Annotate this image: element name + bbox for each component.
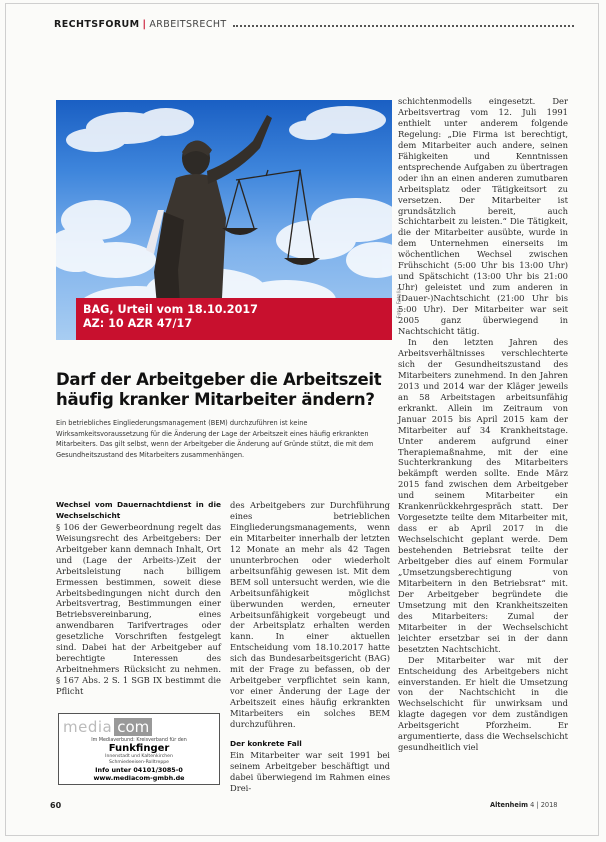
text-column-1 [56, 500, 221, 697]
paragraph: In den letzten Jahren des Arbeitsverhältnisses verschlechterte sich der Gesundheitszustand des Mitarbeiters zunehmend. In den Jahren 2013 und 2014 war der Kläger jeweils an 58 Arbeitstagen arbeitsunfähig erkrankt. Allein im Zeitraum von Januar 2015 bis April 2015 kam der Mitarbeiter auf 34 Krankheitstage. Unter anderem aufgrund einer Therapiemaßnahme, mit der eine Suchterkrankung des Mitarbeiters bekämpft werden sollte. Ende März 2015 fand zwischen dem Arbeitgeber und seinem Mitarbeiter ein Krankenrückkehrgespräch statt. Der Vorgesetzte teilte dem Mitarbeiter mit, dass er ab April 2017 in die Wechselschicht geplant werde. Dem bestehenden Betriebsrat teilte der Arbeitgeber dies auf einem Formular „Umsetzungsberechtigung von Mitarbeitern in den Betriebsrat“ mit. Der Arbeitgeber begründete die Umsetzung mit den Krankheitszeiten des Mitarbeiters: Zumal der Mitarbeiter in der Wechselschicht leichter ersetzbar sei in der dann besetzten Nachtschicht. [398, 336, 568, 654]
ad-product: Funkfinger [108, 743, 170, 754]
header-category: ARBEITSRECHT [149, 18, 227, 30]
ad-logo-part2: com [114, 718, 152, 736]
ruling-case-number: AZ: 10 AZR 47/17 [83, 317, 193, 330]
paragraph: Der Mitarbeiter war mit der Entscheidung des Arbeitgebers nicht einverstanden. Er hielt die Umsetzung von der Nachtschicht in die Wechselschicht für unwirksam und klagte dagegen vor dem zuständigen Arbeitsgericht Pforzheim. Er argumentierte, dass die Wechselschicht gesundheitlich viel [398, 654, 568, 753]
header-section: RECHTSFORUM [54, 18, 140, 30]
ad-logo-part1: media [63, 718, 113, 736]
header-dotted-rule [233, 23, 574, 27]
ad-phone: Info unter 04101/3085-0 [95, 766, 183, 774]
ad-tagline: Im Mediaverbund: Kreisverband für den [91, 738, 187, 743]
subheading-shift-change: Wechsel vom Dauernachtdienst in die Wechselschicht [56, 500, 221, 520]
paragraph: schichtenmodells eingesetzt. Der Arbeitsvertrag vom 12. Juli 1991 enthielt unter anderem folgende Regelung: „Die Firma ist berechtigt, dem Mitarbeiter auch andere, seinen Fähigkeiten und Kenntnissen entsprechende Aufgaben zu übertragen oder ihn an einen anderen zumutbaren Arbeitsplatz oder Tätigkeitsort zu versetzen. Der Mitarbeiter ist grundsätzlich bereit, auch Schichtarbeit zu leisten.“ Die Tätigkeit, die der Mitarbeiter ausübte, wurde in dem Unternehmen einerseits im wöchentlichen Wechsel zwischen Frühschicht (5:00 Uhr bis 13:00 Uhr) und Spätschicht (13:00 Uhr bis 21:00 Uhr) geleistet und zum anderen in (Dauer-)Nachtschicht (21:00 Uhr bis 5:00 Uhr). Der Mitarbeiter war seit 2005 ganz überwiegend in Nachtschicht tätig. [398, 96, 568, 337]
paragraph: § 106 der Gewerbeordnung regelt das Weisungsrecht des Arbeitgebers: Der Arbeitgeber kann demnach Inhalt, Ort und (Lage der Arbeits-)Zeit der Arbeitsleistung nach billigem Ermessen bestimmen, soweit diese Arbeitsbedingungen nicht durch den Arbeitsvertrag, Bestimmungen einer Betriebsvereinbarung, eines anwendbaren Tarifvertrages oder gesetzliche Vorschriften festgelegt sind. Dabei hat der Arbeitgeber auf berechtigte Interessen des Arbeitnehmers Rücksicht zu nehmen. § 167 Abs. 2 S. 1 SGB IX bestimmt die Pflicht [56, 521, 221, 697]
running-header [54, 16, 574, 32]
article-title: Darf der Arbeitgeber die Arbeitszeit häufig kranker Mitarbeiter ändern? [56, 370, 382, 409]
photo-credit: Foto: Fotolia [396, 287, 403, 319]
ruling-date: BAG, Urteil vom 18.10.2017 [83, 303, 258, 316]
ad-web-link[interactable]: www.mediacom-gmbh.de [93, 774, 185, 782]
ad-small-line: Schmiedeeisen-Rolltreppe [109, 760, 169, 765]
magazine-name: Altenheim [490, 801, 528, 809]
paragraph: des Arbeitgebers zur Durchführung eines betrieblichen Eingliederungsmanagements, wenn ein Mitarbeiter innerhalb der letzten 12 Monate an mehr als 42 Tagen ununterbrochen oder wiederholt arbeitsunfähig gewesen ist. Mit dem BEM soll untersucht werden, wie die Arbeitsunfähigkeit möglichst überwunden werden, erneuter Arbeitsunfähigkeit vorgebeugt und der Arbeitsplatz erhalten werden kann. In einer aktuellen Entscheidung vom 18.10.2017 hatte sich das Bundesarbeitsgericht (BAG) mit der Frage zu befassen, ob der Arbeitgeber verpflichtet sein kann, vor einer Änderung der Lage der Arbeitszeit eines häufig erkrankten Mitarbeiters ein solches BEM durchzuführen. [230, 500, 390, 730]
magazine-issue: 4 | 2018 [530, 801, 558, 809]
text-column-3 [398, 96, 568, 753]
ruling-banner [76, 298, 392, 340]
paragraph: Ein Mitarbeiter war seit 1991 bei seinem Arbeitgeber beschäftigt und dabei überwiegend im Rahmen eines Drei- [230, 749, 390, 793]
text-column-2 [230, 500, 390, 794]
subheading-concrete-case: Der konkrete Fall [230, 739, 302, 749]
ad-small-line: Innenstadt und Kaltenkirchen [105, 754, 173, 759]
ad-logo [63, 717, 215, 737]
advertisement[interactable] [58, 713, 220, 785]
header-separator: | [142, 18, 147, 30]
article-lead: Ein betriebliches Eingliederungsmanagement (BEM) durchzuführen ist keine Wirksamkeitsvoraussetzung für die Änderung der Lage der Arbeitszeit eines häufig erkrankten Mitarbeiters. Das gilt selbst, wenn der Arbeitgeber die Änderung auf Gründe stützt, die mit dem Gesundheitszustand des Mitarbeiters zusammenhängen. [56, 419, 374, 459]
page-number: 60 [50, 801, 62, 810]
footer-magazine [490, 801, 557, 809]
